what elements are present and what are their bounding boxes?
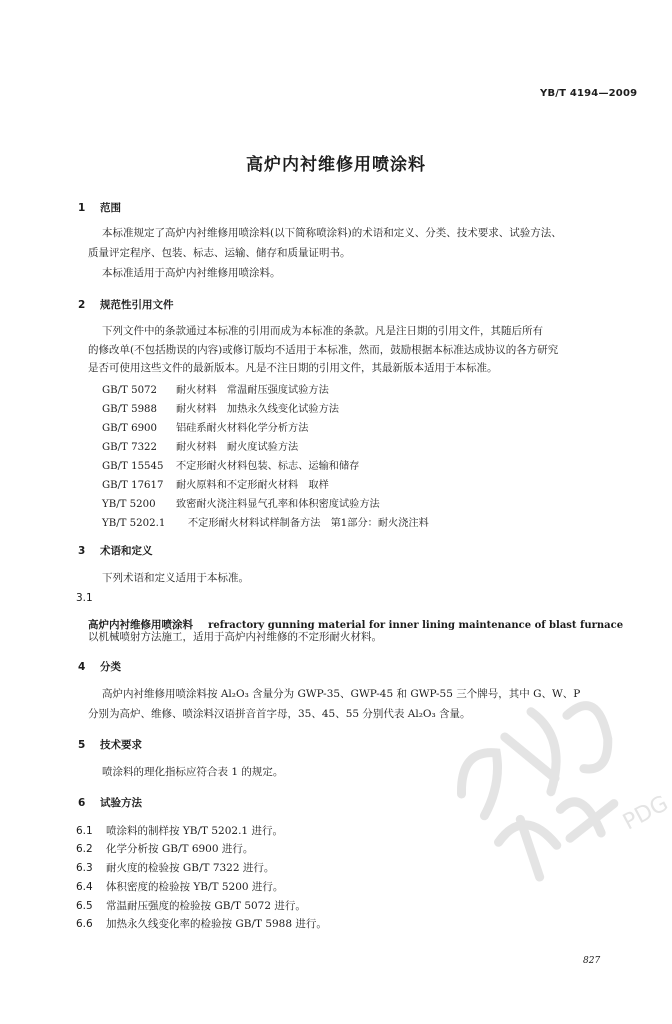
section-title: 分类 bbox=[100, 661, 121, 673]
term-definition: 以机械喷射方法施工，适用于高炉内衬维修的不定形耐火材料。 bbox=[88, 631, 382, 643]
clause-number: 6.5 bbox=[76, 900, 93, 912]
reference-title: 致密耐火浇注料显气孔率和体积密度试验方法 bbox=[176, 499, 380, 510]
page-title: 高炉内衬维修用喷涂料 bbox=[246, 155, 426, 175]
reference-item bbox=[102, 400, 339, 415]
reference-title: 不定形耐火材料试样制备方法 第1部分：耐火浇注料 bbox=[188, 518, 429, 529]
paragraph: 的修改单(不包括勘误的内容)或修订版均不适用于本标准，然而，鼓励根据本标准达成协议的各方研究 bbox=[88, 344, 559, 356]
section-5-heading bbox=[78, 737, 142, 752]
section-number: 3 bbox=[78, 545, 86, 557]
watermark-stroke bbox=[500, 709, 574, 799]
paragraph: 喷涂料的理化指标应符合表 1 的规定。 bbox=[102, 766, 284, 778]
clause-number: 6.4 bbox=[76, 881, 93, 893]
section-4-heading bbox=[78, 659, 121, 674]
reference-item bbox=[102, 476, 329, 491]
clause-text: 耐火度的检验按 GB/T 7322 进行。 bbox=[106, 862, 275, 874]
section-2-heading bbox=[78, 297, 174, 312]
paragraph: 质量评定程序、包装、标志、运输、储存和质量证明书。 bbox=[88, 247, 351, 259]
section-title: 术语和定义 bbox=[100, 545, 153, 557]
section-number: 5 bbox=[78, 739, 86, 751]
watermark-stroke bbox=[557, 700, 620, 773]
reference-item bbox=[102, 438, 298, 453]
section-number: 1 bbox=[78, 202, 86, 214]
method-item bbox=[76, 916, 327, 931]
paragraph: 高炉内衬维修用喷涂料按 Al₂O₃ 含量分为 GWP-35、GWP-45 和 GWP-55 三个牌号，其中 G、W、P bbox=[102, 688, 581, 700]
method-item bbox=[76, 860, 274, 875]
clause-number: 6.2 bbox=[76, 843, 93, 855]
section-3-heading bbox=[78, 543, 153, 558]
reference-title: 耐火材料 耐火度试验方法 bbox=[176, 442, 299, 453]
reference-item bbox=[102, 514, 429, 529]
reference-code: GB/T 5988 bbox=[102, 404, 158, 415]
clause-number: 6.3 bbox=[76, 862, 93, 874]
reference-item bbox=[102, 381, 329, 396]
term-english: refractory gunning material for inner lining maintenance of blast furnace bbox=[208, 620, 624, 631]
clause-number: 6.1 bbox=[76, 825, 93, 837]
paragraph: 下列术语和定义适用于本标准。 bbox=[102, 572, 249, 584]
paragraph: 本标准适用于高炉内衬维修用喷涂料。 bbox=[102, 267, 281, 279]
section-title: 技术要求 bbox=[100, 739, 142, 751]
section-title: 规范性引用文件 bbox=[100, 299, 174, 311]
paragraph: 分别为高炉、维修、喷涂料汉语拼音首字母，35、45、55 分别代表 Al₂O₃ 含量。 bbox=[88, 708, 471, 720]
section-number: 4 bbox=[78, 661, 86, 673]
paragraph: 是否可使用这些文件的最新版本。凡是不注日期的引用文件，其最新版本适用于本标准。 bbox=[88, 362, 498, 374]
clause-text: 体积密度的检验按 YB/T 5200 进行。 bbox=[106, 881, 284, 893]
reference-title: 不定形耐火材料包装、标志、运输和储存 bbox=[176, 461, 360, 472]
paragraph: 下列文件中的条款通过本标准的引用而成为本标准的条款。凡是注日期的引用文件，其随后所有 bbox=[102, 325, 543, 337]
subclause-number bbox=[76, 592, 106, 604]
reference-code: YB/T 5202.1 bbox=[102, 518, 166, 529]
clause-number: 3.1 bbox=[76, 592, 93, 604]
clause-number: 6.6 bbox=[76, 918, 93, 930]
reference-item bbox=[102, 495, 380, 510]
reference-code: GB/T 7322 bbox=[102, 442, 158, 453]
reference-code: YB/T 5200 bbox=[102, 499, 156, 510]
reference-code: GB/T 17617 bbox=[102, 480, 164, 491]
page-number: 827 bbox=[583, 956, 601, 966]
section-number: 2 bbox=[78, 299, 86, 311]
method-item bbox=[76, 841, 253, 856]
section-title: 试验方法 bbox=[100, 797, 142, 809]
reference-item bbox=[102, 457, 359, 472]
standard-number: YB/T 4194—2009 bbox=[540, 88, 638, 99]
reference-code: GB/T 15545 bbox=[102, 461, 164, 472]
reference-title: 耐火材料 加热永久线变化试验方法 bbox=[176, 404, 339, 415]
paragraph: 本标准规定了高炉内衬维修用喷涂料(以下简称喷涂料)的术语和定义、分类、技术要求、试验方法、 bbox=[102, 227, 562, 239]
watermark-stroke bbox=[449, 747, 520, 821]
reference-title: 耐火材料 常温耐压强度试验方法 bbox=[176, 385, 329, 396]
method-item bbox=[76, 898, 306, 913]
method-item bbox=[76, 879, 283, 894]
section-1-heading bbox=[78, 200, 121, 215]
clause-text: 化学分析按 GB/T 6900 进行。 bbox=[106, 843, 254, 855]
reference-title: 耐火原料和不定形耐火材料 取样 bbox=[176, 480, 329, 491]
clause-text: 常温耐压强度的检验按 GB/T 5072 进行。 bbox=[106, 900, 306, 912]
section-number: 6 bbox=[78, 797, 86, 809]
reference-item bbox=[102, 419, 308, 434]
clause-text: 喷涂料的制样按 YB/T 5202.1 进行。 bbox=[106, 825, 283, 837]
clause-text: 加热永久线变化率的检验按 GB/T 5988 进行。 bbox=[106, 918, 327, 930]
section-6-heading bbox=[78, 795, 142, 810]
watermark-text: PDG bbox=[619, 791, 672, 836]
term-chinese: 高炉内衬维修用喷涂料 bbox=[88, 619, 193, 631]
method-item bbox=[76, 823, 283, 838]
reference-code: GB/T 5072 bbox=[102, 385, 158, 396]
section-title: 范围 bbox=[100, 202, 121, 214]
watermark-stroke bbox=[494, 810, 566, 886]
watermark-stroke bbox=[555, 784, 623, 847]
reference-title: 铝硅系耐火材料化学分析方法 bbox=[176, 423, 309, 434]
reference-code: GB/T 6900 bbox=[102, 423, 158, 434]
